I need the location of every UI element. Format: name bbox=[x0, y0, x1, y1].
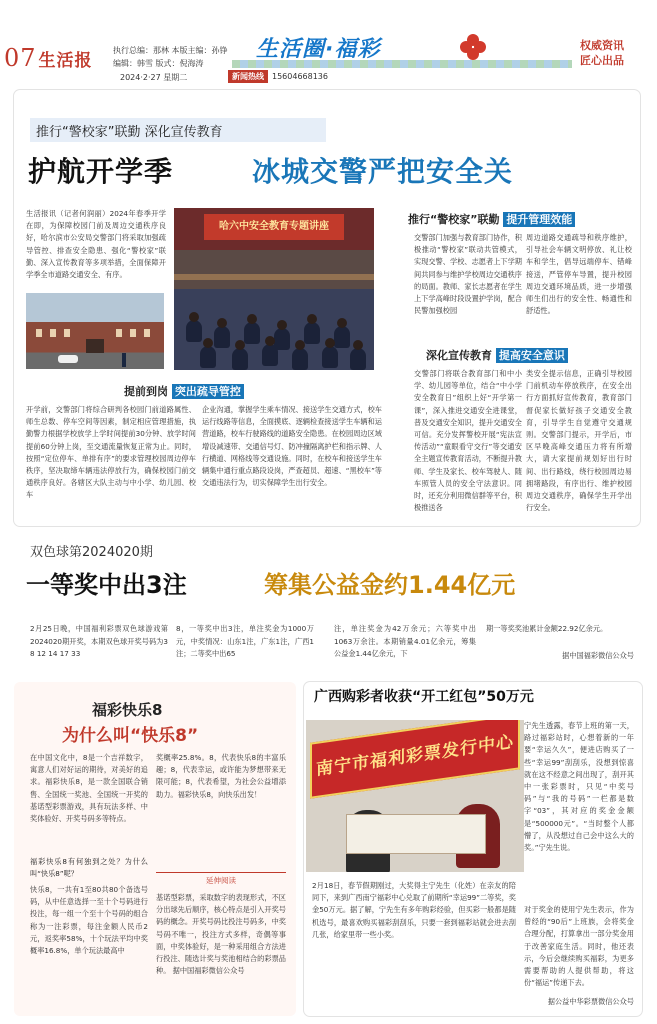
kl8-question: 福彩快乐8有何独到之处？为什么叫“快乐8”呢？ bbox=[30, 857, 148, 879]
lottery-col-1: 2月25日晚，中国福利彩票双色球游戏第2024020期开奖，本期双色球开奖号码为3 8 12 14 17 33 bbox=[30, 624, 168, 658]
paper-name: 生活报 bbox=[38, 51, 93, 71]
hotline-label: 新闻热线 bbox=[228, 70, 268, 83]
sub-heading-3-text: 提前到岗 bbox=[124, 385, 168, 398]
editors bbox=[113, 44, 228, 70]
sub3-col1: 开学前，交警部门将综合研判各校园门前道路属性、师生总数、停车空间等因素，制定相应管理措施，执勤警力根据学校放学上学时间提前30分钟、放学时间提前60分钟上岗，至交通流量恢复正常为止。同时，按照“定位停车、单排有序”的要求管理校园周边停车秩序，坚决取缔车辆违法停放行为，确保校园门前交通秩序良好。各辖区大队主动与中小学、幼儿园、校车 bbox=[26, 405, 196, 500]
kl8-col1: 在中国文化中，8是一个吉祥数字，寓意人们对好运的期待，对美好的追求。福彩快乐8，是一款全国联合销售、全国统一奖池、全国统一开奖的基诺型彩票游戏，具有玩法多样、中奖体验好、开奖号码多等特点。 bbox=[30, 753, 148, 824]
lottery-headline-accent: 筹集公益金约1.44亿元 bbox=[264, 571, 516, 599]
editors-line-2: 编辑：韩雪 版式：倪海涛 bbox=[113, 59, 204, 68]
sub-heading-2-highlight: 提高安全意识 bbox=[496, 348, 568, 363]
sub2-col1: 交警部门将联合教育部门和中小学、幼儿园等单位，结合“中小学安全教育日”组织上好“开学第一课”，深入推进交通安全进课堂，普及交通安全知识，提升交通安全可信。充分发挥警校开展“宪法宣传活动”“童眼看守交行”等交通安全主题宣传教育活动，不断提升教师、学生及家长、校车驾驶人、随车照管人员的安全守法意识。同时，还充分利用微信群等平台，积极推送各 bbox=[414, 369, 522, 513]
hall-screen: 哈六中安全教育专题讲座 bbox=[204, 214, 344, 240]
sub-heading-1 bbox=[408, 211, 575, 227]
sub3-col2: 企业沟通，掌握学生乘车情况、接送学生交通方式，校车运行线路等信息，全面摸底、逐辆检查接送学生车辆和运营道路，校车行驶路线的道路安全隐患。在校园周边区域增设减速带、交通信号灯、防冲撞隔离护栏和指示牌、人行横道、网格线等交通设施。同时，在校车和接送学生车辆集中通行重点路段设岗，严查超员、超速、“黑校车”等交通违法行为，切实保障学生出行安全。 bbox=[202, 405, 382, 488]
dateline: 2024·2·27 星期二 bbox=[120, 73, 188, 82]
editors-line-1: 执行总编：那林 本版主编：孙铮 bbox=[113, 46, 228, 55]
sub-heading-2-text: 深化宣传教育 bbox=[426, 349, 492, 362]
section-banner bbox=[232, 30, 572, 74]
lottery-col-4: 期一等奖奖池累计金额22.92亿余元。 bbox=[486, 624, 608, 633]
feature-headline-main: 护航开学季 bbox=[28, 155, 174, 188]
lottery-col-2: 8，一等奖中出3注，单注奖金为1000万元，中奖情况：山东1注，广东1注，广西1注；二等奖中出65 bbox=[176, 624, 314, 658]
lottery-center-sign: 南宁市福利彩票发行中心 bbox=[310, 720, 520, 799]
section-title: 生活圈·福彩 bbox=[256, 37, 381, 62]
lecture-hall-photo bbox=[174, 208, 374, 370]
sub1-col2: 周边道路交通疏导和秩序维护，引导社会车辆文明停放、礼让校车和学生，倡导远端停车、错峰接送，严管停车导置，提升校园周边交通环境品质，进一步增强师生们出行的安全性、畅通性和舒适性。 bbox=[526, 233, 632, 316]
prize-photo bbox=[306, 720, 524, 872]
kl8-col2b: 基诺型彩票，采取数字的表现形式，不区分出球先后顺序，核心特点是引入开奖号码的概念。开奖号码比投注号码多，中奖号码不唯一，投注方式多样，奇偶等事面，中奖体验好，是一种采用组合方法进行投注、随选计奖与奖池相结合的彩票品种。 据中国福彩微信公众号 bbox=[156, 893, 286, 976]
kl8-title: 福彩快乐8 bbox=[92, 701, 163, 719]
school-gate-photo bbox=[26, 293, 164, 369]
slogan bbox=[580, 38, 624, 68]
lottery-headline-main: 一等奖中出3注 bbox=[26, 571, 187, 599]
kl8-col2: 奖概率25.8%。8，代表快乐8的丰富乐趣；8，代表幸运，或许能为梦想带来无限可能；8，代表希望，为社会公益增添助力。福彩快乐8，向快乐出发！ bbox=[156, 753, 286, 799]
guangxi-title: 广西购彩者收获“开工红包”50万元 bbox=[314, 689, 534, 705]
clover-icon bbox=[456, 30, 490, 64]
guangxi-col-bottom: 对于奖金的使用宁先生表示，作为曾经的“90后”上班族，会将奖金合理分配，打算拿出一部分奖金用于改善家庭生活。同时，他还表示，今后会继续购买福彩，为更多需要帮助的人提供帮助，将这份“福运”传递下去。 bbox=[524, 905, 634, 988]
hotline-number: 15604668136 bbox=[272, 72, 328, 81]
kl8-extended-reading: 延伸阅读 bbox=[156, 872, 286, 888]
sub-heading-3 bbox=[124, 383, 244, 399]
lottery-kicker: 双色球第2024020期 bbox=[30, 545, 153, 560]
lottery-col-3: 注，单注奖金为42万余元；六等奖中出1063万余注。本期销量4.01亿余元，筹集公益金1.44亿余元，下 bbox=[334, 624, 476, 658]
slogan-line-2: 匠心出品 bbox=[580, 54, 624, 67]
sub1-col1: 交警部门加强与教育部门协作，积极推动“警校家”联动共管模式，实现交警、学校、志愿者上下学期间共同参与维护学校周边交通秩序的局面。教师、家长志愿者在学生上下学高峰时段设置护学岗，配合民警加强校园 bbox=[414, 233, 522, 316]
sub-heading-2 bbox=[426, 347, 568, 363]
prize-check bbox=[346, 814, 486, 854]
lottery-source: 据中国福彩微信公众号 bbox=[562, 651, 634, 660]
kl8-subtitle: 为什么叫“快乐8” bbox=[62, 726, 199, 746]
sub-heading-1-text: 推行“警校家”联勤 bbox=[408, 213, 500, 226]
kl8-col1b: 快乐8，一共有1至80共80个备选号码，从中任意选择一至十个号码进行投注，每一组一个至十个号码的组合称为一注彩票，每注金额人民币2元，返奖率58%，十个玩法平均中奖概率16.8%，单个玩法最高中 bbox=[30, 885, 148, 956]
feature-headline-accent: 冰城交警严把安全关 bbox=[252, 155, 514, 188]
sub-heading-3-highlight: 突出疏导管控 bbox=[172, 384, 244, 399]
sub2-col2: 类安全提示信息，正确引导校园门前机动车停放秩序，在安全出行方面抓好宣传教育，教育部门督促家长做好孩子交通安全教育，引导学生自觉遵守交通规则。交警部门提示，开学后，市区早晚高峰交通压力将有所增大，请大家提前规划好出行时间、出行路线，绕行校园周边易拥堵路段，有序出行、维护校园周边交通秩序，确保学生开学出行安全。 bbox=[526, 369, 632, 513]
masthead bbox=[0, 0, 657, 82]
page-number-value: 07 bbox=[4, 44, 37, 72]
guangxi-col-right: 宁先生透露，春节上班的第一天，路过福彩站时，心想着新的一年要“幸运久久”，便进店购买了一些“幸运99”刮刮乐，没想到惊喜就在这不经意之间出现了，刮开其中一张彩票时，只见“中奖号码”与“我的号码”一栏都是数字“03”，其对应的奖金金额是“500000元”。“当时整个人都懵了，从没想过自己会中这么大的奖。”宁先生说。 bbox=[524, 721, 634, 853]
guangxi-caption: 2月18日，春节假期刚过，大奖得主宁先生（化姓）在亲友的陪同下，来到广西南宁福彩中心兑取了前期所“幸运99”二等奖，奖金50万元。据了解，宁先生有多年购彩经验，但买彩一般都是随机选号，最喜欢购买福彩刮刮乐，只要一套到福彩站就会进去刮几张，给家里带一些小奖。 bbox=[312, 881, 516, 939]
feature-kicker bbox=[30, 118, 326, 142]
feature-kicker-text: 推行“警校家”联勤 深化宣传教育 bbox=[36, 125, 223, 140]
sub-heading-1-highlight: 提升管理效能 bbox=[503, 212, 575, 227]
feature-lead: 生活报讯（记者何润丽）2024年春季开学在即，为保障校园门前及周边交通秩序良好，哈尔滨市公安局交警部门将采取加强疏导管控、排查安全隐患、强化“警校家”联勤、深入宣传教育等多项举措，全面保障开学季全市道路交通安全、有序。 bbox=[26, 209, 166, 280]
page-number bbox=[4, 44, 93, 72]
slogan-line-1: 权威资讯 bbox=[580, 39, 624, 52]
guangxi-source: 据公益中华彩票微信公众号 bbox=[547, 997, 634, 1006]
